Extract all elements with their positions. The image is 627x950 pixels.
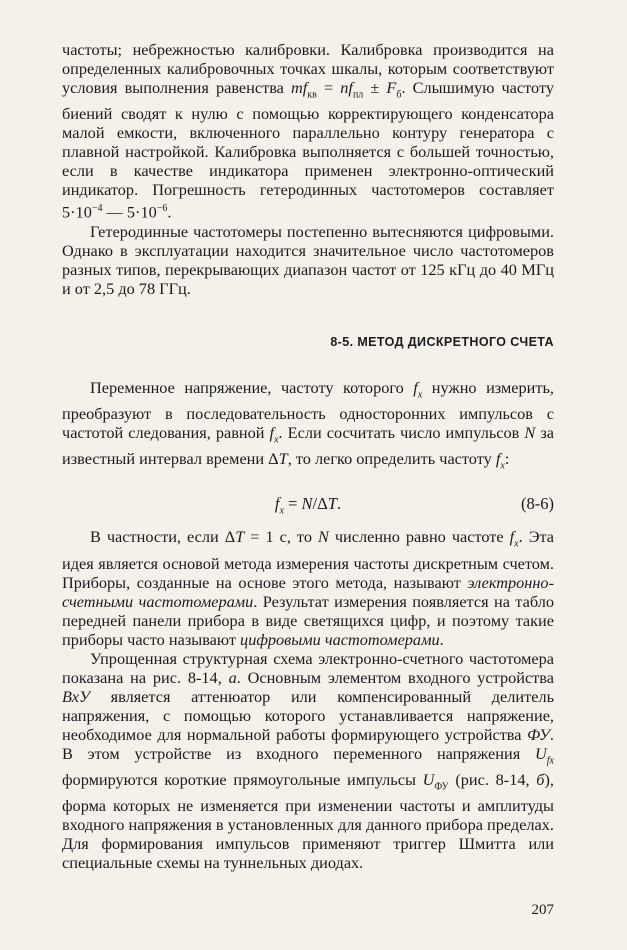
paragraph-method-intro: Переменное напряжение, частоту которого $f_x$ нужно измерить, преобразуют в последовательность односторонних импульсов с частотой следования, равной $f_x$. Если сосчитать число импульсов N за известный интервал времени ΔT, то легко определить частоту $f_x$: [62, 377, 554, 472]
formula-8-6 [62, 489, 554, 519]
formula-expression: $f_x = N/\Delta T$. [274, 494, 342, 517]
paragraph-digital-counters: В частности, если ΔT = 1 с, то N численно равно частоте $f_x$. Эта идея является основой метода измерения частоты дискретным счетом. Приборы, созданные на основе этого метода, называют электронно-счетными частотомерами. Результат измерения появляется на табло передней панели прибора в виде светящихся цифр, и поэтому такие приборы часто называют цифровыми частотомерами. [62, 527, 554, 649]
paragraph-digital-replacement: Гетеродинные частотомеры постепенно вытесняются цифровыми. Однако в эксплуатации находится значительное число частотомеров разных типов, перекрывающих диапазон частот от 125 кГц до 40 МГц и от 2,5 до 78 ГГц. [62, 221, 554, 298]
page-body [62, 40, 554, 872]
formula-number: (8-6) [521, 494, 554, 514]
page-number: 207 [531, 902, 554, 918]
section-heading: 8-5. МЕТОД ДИСКРЕТНОГО СЧЕТА [330, 334, 554, 349]
paragraph-heterodyne-calibration: частоты; небрежностью калибровки. Калибровка производится на определенных калибровочных точках шкалы, которым соответствуют условия выполнения равенства $mf_{кв} = nf_{пл} \pm F_б$. Слышимую частоту биений сводят к нулю с помощью корректирующего конденсатора малой емкости, включенного параллельно контуру генератора с плавной настройкой. Калибровка выполняется с большей точностью, если в качестве индикатора применен электронно-оптический индикатор. Погрешность гетеродинных частотомеров составляет $5\cdot 10^{-4}$ — $5\cdot 10^{-6}$. [62, 40, 555, 222]
paragraph-structure-scheme: Упрощенная структурная схема электронно-счетного частотомера показана на рис. 8-14, а. Основным элементом входного устройства ВхУ является аттенюатор или компенсированный делитель напряжения, с помощью которого устанавливается напряжение, необходимое для нормальной работы формирующего устройства ФУ. В этом устройстве из входного переменного напряжения $U_{fx}$ формируются короткие прямоугольные импульсы $U_{ФУ}$ (рис. 8-14, б), форма которых не изменяется при изменении частоты и амплитуды входного напряжения в установленных для данного прибора пределах. Для формирования импульсов применяют триггер Шмитта или специальные схемы на туннельных диодах. [62, 648, 554, 873]
